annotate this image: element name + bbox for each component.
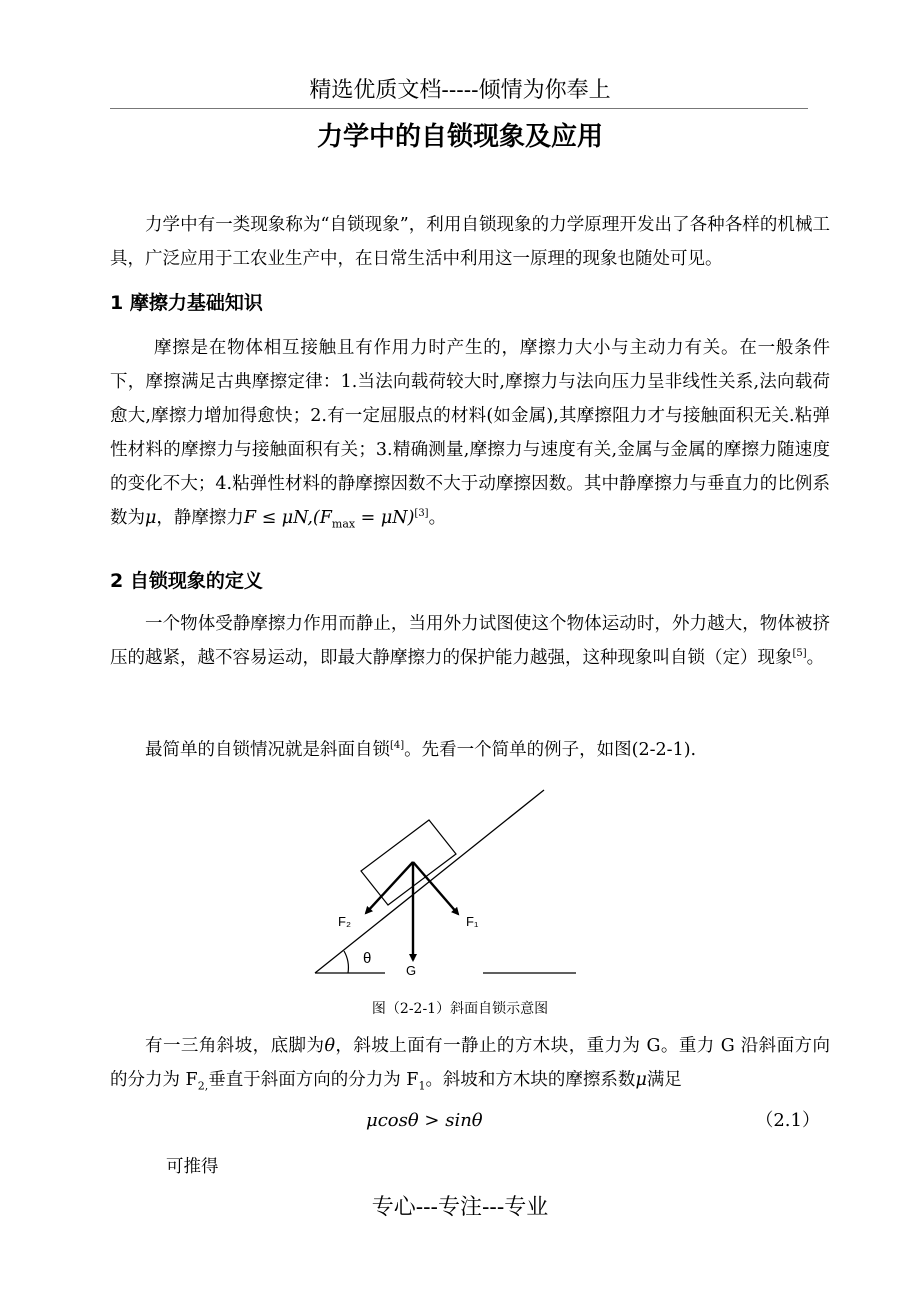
self-lock-definition: 一个物体受静摩擦力作用而静止，当用外力试图使这个物体运动时，外力越大，物体被挤压的越紧，越不容易运动，即最大静摩擦力的保护能力越强，这种现象叫自锁（定）现象: [110, 614, 830, 668]
gravity-label: G: [406, 963, 417, 978]
incline-intro-a: 最简单的自锁情况就是斜面自锁: [145, 740, 390, 760]
reference-5: [5]: [792, 648, 807, 660]
document-title: 力学中的自锁现象及应用: [316, 122, 603, 152]
f2-label: F₂: [338, 914, 351, 929]
friction-coefficient-symbol: μ: [635, 1070, 647, 1090]
section-1-text-end: 。: [428, 508, 447, 528]
friction-formula-b: = μN): [355, 508, 415, 528]
equation-body: μcosθ > sinθ: [366, 1110, 483, 1131]
f2-force-arrow: [366, 862, 413, 913]
f1-subscript: 1: [418, 1079, 426, 1093]
friction-formula-sub: max: [331, 517, 356, 531]
section-1-text-mid: ，静摩擦力: [156, 508, 244, 528]
wooden-block: [361, 820, 456, 905]
incline-intro-b: 。先看一个简单的例子，如图(2-2-1).: [404, 740, 697, 760]
incline-description-c: 垂直于斜面方向的分力为 F: [208, 1070, 419, 1090]
incline-description-e: 满足: [646, 1070, 682, 1090]
equation-number: （2.1）: [755, 1110, 820, 1131]
f2-subscript: 2,: [197, 1079, 209, 1093]
derivation-lead-paragraph: 可推得: [166, 1157, 219, 1177]
mu-symbol: μ: [145, 508, 157, 528]
incline-description-a: 有一三角斜坡，底脚为: [145, 1036, 325, 1056]
page-footer: 专心---专注---专业: [371, 1195, 549, 1220]
figure-caption: 图（2-2-1）斜面自锁示意图: [371, 1001, 549, 1017]
theta-symbol: θ: [324, 1036, 335, 1056]
section-1-heading: 1 摩擦力基础知识: [110, 292, 263, 314]
incline-description-b: ，斜坡上面有一静止的方木块，重力为 G。重力 G 沿斜面方向的分力为 F: [110, 1036, 830, 1090]
self-lock-definition-end: 。: [806, 648, 825, 668]
reference-4: [4]: [390, 740, 405, 752]
section-1-text: 摩擦是在物体相互接触且有作用力时产生的，摩擦力大小与主动力有关。在一般条件下，摩擦满足古典摩擦定律：1.当法向载荷较大时,摩擦力与法向压力呈非线性关系,法向载荷愈大,摩擦力增加得愈快；2.有一定屈服点的材料(如金属),其摩擦阻力才与接触面积无关.粘弹性材料的摩擦力与接触面积有关；3.精确测量,摩擦力与速度有关,金属与金属的摩擦力随速度的变化不大；4.粘弹性材料的静摩擦因数不大于动摩擦因数。其中静摩擦力与垂直力的比例系数为: [110, 338, 830, 528]
f1-label: F₁: [466, 914, 479, 929]
equation-2-1: [110, 1104, 820, 1138]
theta-label: θ: [363, 950, 372, 967]
incline-description-d: 。斜坡和方木块的摩擦系数: [425, 1070, 636, 1090]
incline-diagram: [300, 780, 600, 980]
friction-formula-a: F ≤ μN,(F: [243, 508, 332, 528]
section-1-paragraph: [110, 331, 830, 535]
section-2-paragraph-3: [110, 1029, 830, 1097]
section-2-heading: 2 自锁现象的定义: [110, 570, 263, 592]
header-divider: [110, 108, 808, 109]
reference-3: [3]: [414, 508, 429, 520]
section-2-paragraph-1: [110, 607, 830, 675]
intro-paragraph: 力学中有一类现象称为“自锁现象”，利用自锁现象的力学原理开发出了各种各样的机械工具，广泛应用于工农业生产中，在日常生活中利用这一原理的现象也随处可见。: [110, 215, 830, 269]
page-header: 精选优质文档-----倾情为你奉上: [309, 78, 611, 103]
angle-arc: [344, 951, 348, 973]
section-2-paragraph-2: [110, 733, 830, 767]
